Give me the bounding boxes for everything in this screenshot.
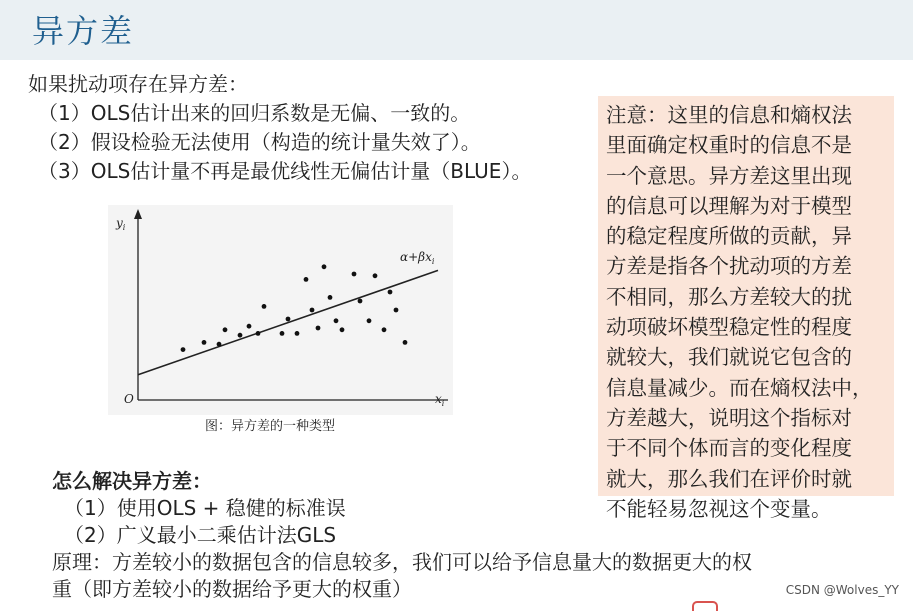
note-line: 方差是指各个扰动项的方差 (606, 254, 852, 279)
scatter-point (334, 318, 339, 323)
note-line: 的信息可以理解为对于模型 (606, 193, 852, 218)
scatter-point (295, 331, 300, 336)
principle-line-2: 重（即方差较小的数据给予更大的权重） (52, 577, 412, 601)
note-line: 信息量减少。而在熵权法中， (606, 375, 873, 400)
note-line: 动项破坏模型稳定性的程度 (606, 315, 852, 340)
scatter-point (304, 277, 309, 282)
figure-background (108, 205, 453, 415)
note-line: 不相同，那么方差较大的扰 (606, 284, 852, 309)
page-title: 异方差 (32, 12, 135, 50)
note-line: 就较大，我们就说它包含的 (606, 345, 852, 370)
scatter-point (262, 304, 267, 309)
scatter-point (373, 273, 378, 278)
intro-point-1: （1）OLS估计出来的回归系数是无偏、一致的。 (38, 101, 471, 125)
scatter-point (388, 290, 393, 295)
scatter-point (316, 326, 321, 331)
solution-item-1: （1）使用OLS + 稳健的标准误 (64, 496, 346, 520)
note-line: 的稳定程度所做的贡献，异 (606, 224, 852, 249)
intro-point-3: （3）OLS估计量不再是最优线性无偏估计量（BLUE）。 (38, 159, 532, 183)
note-line: 不能轻易忽视这个变量。 (606, 496, 832, 521)
watermark: CSDN @Wolves_YY (785, 583, 899, 597)
scatter-point (394, 308, 399, 313)
note-line: 于不同个体而言的变化程度 (606, 436, 852, 461)
scatter-point (358, 299, 363, 304)
regression-line-label: $\alpha+\beta x_i$ (400, 250, 435, 266)
stamp-icon (692, 601, 718, 611)
scatter-point (310, 308, 315, 313)
solution-heading: 怎么解决异方差： (52, 469, 212, 493)
x-axis-label: $x_i$ (435, 392, 445, 408)
scatter-point (247, 324, 252, 329)
note-line: 一个意思。异方差这里出现 (606, 163, 852, 188)
scatter-point (280, 331, 285, 336)
scatter-point (181, 347, 186, 352)
scatter-point (286, 317, 291, 322)
intro-lead: 如果扰动项存在异方差： (28, 72, 248, 96)
solution-item-2: （2）广义最小二乘估计法GLS (64, 523, 337, 547)
title-bar (0, 0, 913, 60)
note-line: 就大，那么我们在评价时就 (606, 466, 852, 491)
note-line: 方差越大，说明这个指标对 (606, 405, 852, 430)
scatter-point (223, 327, 228, 332)
scatter-point (217, 342, 222, 347)
note-box (598, 96, 894, 521)
note-line: 里面确定权重时的信息不是 (606, 133, 852, 158)
solution-section (52, 468, 752, 603)
scatter-point (367, 318, 372, 323)
y-axis-label: $y_i$ (116, 216, 126, 232)
figure-caption: 图：异方差的一种类型 (205, 419, 336, 434)
scatter-point (403, 340, 408, 345)
intro-section (28, 70, 531, 186)
scatter-point (238, 333, 243, 338)
scatter-point (340, 327, 345, 332)
heteroscedasticity-scatter-figure (108, 205, 453, 415)
scatter-point (382, 327, 387, 332)
origin-label: O (124, 392, 134, 406)
scatter-point (202, 340, 207, 345)
scatter-point (256, 331, 261, 336)
intro-point-2: （2）假设检验无法使用（构造的统计量失效了）。 (38, 130, 481, 154)
scatter-point (352, 272, 357, 277)
note-line: 注意：这里的信息和熵权法 (606, 103, 852, 127)
scatter-point (328, 295, 333, 300)
scatter-point (322, 264, 327, 269)
principle-line-1: 原理：方差较小的数据包含的信息较多，我们可以给予信息量大的数据更大的权 (52, 550, 752, 574)
